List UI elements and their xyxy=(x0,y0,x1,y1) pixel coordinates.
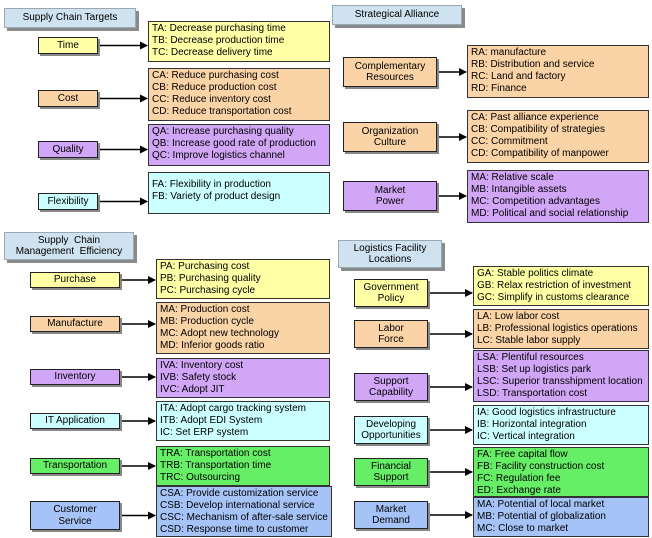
section-scm-efficiency: Supply Chain Management Efficiency xyxy=(4,232,134,260)
node-cost: Cost xyxy=(38,90,98,107)
node-customer-service: Customer Service xyxy=(30,501,120,530)
desc-inventory: IVA: Inventory cost IVB: Safety stock IVC: Adopt JIT xyxy=(156,358,330,398)
node-time: Time xyxy=(38,37,98,54)
node-government-policy: Government Policy xyxy=(354,279,428,307)
desc-time: TA: Decrease purchasing time TB: Decrease production time TC: Decrease delivery time xyxy=(148,21,330,62)
node-quality: Quality xyxy=(38,141,98,158)
node-transportation: Transportation xyxy=(30,458,120,474)
node-complementary-resources: Complementary Resources xyxy=(343,57,437,87)
node-developing-opportunities: Developing Opportunities xyxy=(354,416,428,444)
desc-developing-opportunities: IA: Good logistics infrastructure IB: Horizontal integration IC: Vertical integration xyxy=(473,405,649,445)
desc-support-capability: LSA: Plentiful resources LSB: Set up logistics park LSC: Superior transshipment location LSD: Transportation cost xyxy=(473,350,649,402)
desc-complementary-resources: RA: manufacture RB: Distribution and service RC: Land and factory RD: Finance xyxy=(467,45,649,98)
section-supply-chain-targets: Supply Chain Targets xyxy=(4,8,136,28)
node-labor-force: Labor Force xyxy=(354,320,428,348)
desc-labor-force: LA: Low labor cost LB: Professional logistics operations LC: Stable labor supply xyxy=(473,309,649,349)
node-it-application: IT Application xyxy=(30,413,120,429)
desc-it-application: ITA: Adopt cargo tracking system ITB: Adopt EDI System IC: Set ERP system xyxy=(156,401,330,441)
node-organization-culture: Organization Culture xyxy=(343,122,437,152)
desc-government-policy: GA: Stable politics climate GB: Relax restriction of investment GC: Simplify in customs clearance xyxy=(473,266,649,306)
desc-manufacture: MA: Production cost MB: Production cycle MC: Adopt new technology MD: Inferior goods ratio xyxy=(156,302,330,354)
node-purchase: Purchase xyxy=(30,272,120,288)
node-support-capability: Support Capability xyxy=(354,373,428,401)
node-manufacture: Manufacture xyxy=(30,316,120,332)
node-flexibility: Flexibility xyxy=(38,193,98,210)
node-market-power: Market Power xyxy=(343,181,437,211)
desc-market-power: MA: Relative scale MB: Intangible assets MC: Competition advantages MD: Political and social relationship xyxy=(467,170,649,223)
desc-purchase: PA: Purchasing cost PB: Purchasing quality PC: Purchasing cycle xyxy=(156,259,330,299)
section-strategical-alliance: Strategical Alliance xyxy=(332,5,462,25)
node-market-demand: Market Demand xyxy=(354,501,428,529)
desc-market-demand: MA: Potential of local market MB: Potential of globalization MC: Close to market xyxy=(473,497,649,537)
section-logistics-facility: Logistics Facility Locations xyxy=(338,240,442,268)
desc-financial-support: FA: Free capital flow FB: Facility construction cost FC: Regulation fee ED: Exchange rate xyxy=(473,447,649,497)
desc-transportation: TRA: Transportation cost TRB: Transportation time TRC: Outsourcing xyxy=(156,446,330,486)
node-inventory: Inventory xyxy=(30,369,120,385)
desc-flexibility: FA: Flexibility in production FB: Variety of product design xyxy=(148,172,330,214)
desc-cost: CA: Reduce purchasing cost CB: Reduce production cost CC: Reduce inventory cost CD: Reduce transportation cost xyxy=(148,68,330,121)
desc-organization-culture: CA: Past alliance experience CB: Compatibility of strategies CC: Commitment CD: Compatibility of manpower xyxy=(467,110,649,163)
desc-customer-service: CSA: Provide customization service CSB: Develop international service CSC: Mechanism of after-sale service CSD: Response time to customer xyxy=(156,486,332,537)
node-financial-support: Financial Support xyxy=(354,458,428,486)
desc-quality: QA: Increase purchasing quality QB: Increase good rate of production QC: Improve logistics channel xyxy=(148,124,330,166)
